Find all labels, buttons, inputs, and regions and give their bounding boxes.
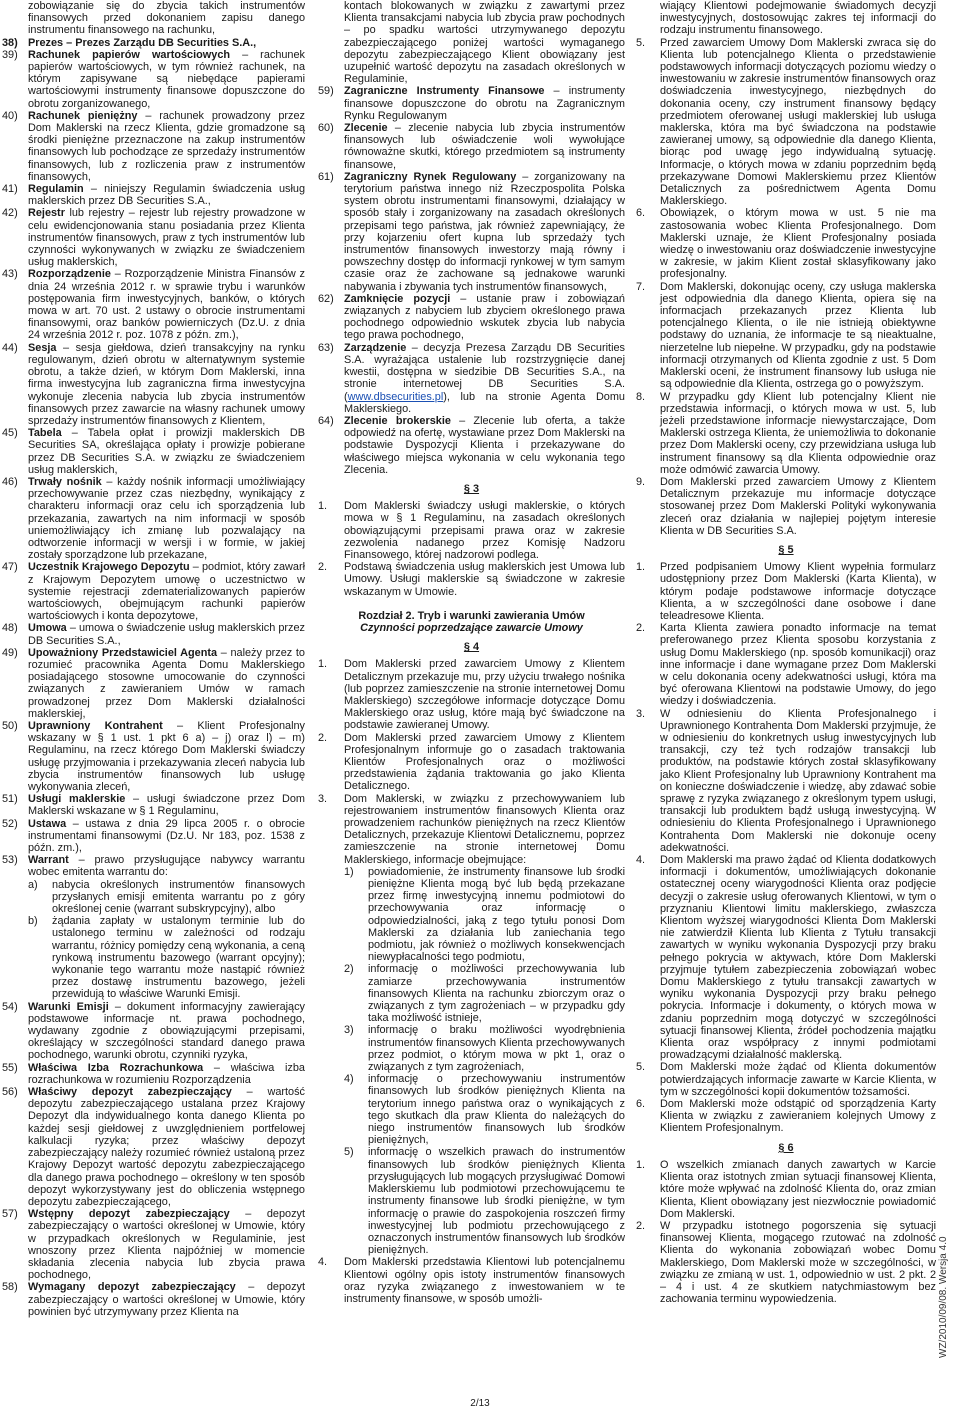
list-item <box>636 207 936 280</box>
list-item <box>636 476 936 537</box>
item-number: 1. <box>636 1158 646 1171</box>
item-number: 47) <box>2 561 18 574</box>
item-number: 5) <box>344 1146 354 1159</box>
sub-item <box>344 866 625 964</box>
defined-term: Warrant <box>28 854 69 867</box>
item-number: 3. <box>636 707 646 720</box>
item-number: 2. <box>636 622 646 635</box>
item-text <box>660 1159 936 1220</box>
item-body: – zlecenie nabycia lub zbycia instrumentów finansowych lub oświadczenie woli wywołujące równoważne skutki, którego przedmiotem są instrumenty finansowe, <box>344 122 625 171</box>
item-body: – niniejszy Regulamin świadczenia usług maklerskich przez DB Securities S.A., <box>28 183 305 208</box>
continuation-text: kontach blokowanych w związku z zawartymi przez Klienta transakcjami nabycia lub zbycia praw pochodnych – po spadku wartości utrzymywanego depozytu zabezpieczającego poniżej wartości wymaganego depozytu zabezpieczającego Klient obowiązany jest uzupełnić wartość depozytu na zasadach określonych w Regulaminie, <box>344 0 625 86</box>
sub-item <box>344 1024 625 1073</box>
continuation-text: wiający Klientowi podejmowanie świadomych decyzji inwestycyjnych, dostosowując zakres tej informacji do rodzaju instrumentu finansowego. <box>660 0 936 37</box>
item-text <box>28 1208 305 1281</box>
list-item <box>636 281 936 391</box>
list-item <box>636 1061 936 1098</box>
defined-term: Wymagany depozyt zabezpieczający <box>28 1281 236 1294</box>
item-text <box>344 171 625 293</box>
item-text <box>344 293 625 342</box>
item-text <box>660 708 936 854</box>
defined-term: Właściwa Izba Rozrachunkowa <box>28 1061 204 1074</box>
item-body: – wartość depozytu zabezpieczającego ustalana przez Krajowy Depozyt dla indywidualnego konta danego Klienta po każdej sesji giełdowej z uwzględnieniem portfelowej kalkulacji ryzyka; przez właściwy depozyt zabezpieczający należy rozumieć również ustaloną przez Krajowy Depozyt wartość depozytu zabezpieczającego dla danego prawa pochodnego – określony w ten sposób depozyt wykorzystywany jest do obliczenia wstępnego depozytu zabezpieczającego, <box>28 1086 305 1208</box>
website-link[interactable]: www.dbsecurities.pl <box>347 390 444 403</box>
item-body: Dom Maklerski, w związku z przechowywaniem lub rejestrowaniem instrumentów finansowych Klienta oraz prowadzeniem rachunków pieniężnych na rzecz Klientów Detalicznych, przekazuje Klientowi Detalicznemu, poprzez zamieszczenie na stronie internetowej Domu Maklerskiego, informacje obejmujące: <box>344 792 625 866</box>
defined-term: Regulamin <box>28 183 84 196</box>
item-number: 1. <box>636 561 646 574</box>
item-body: Dom Maklerski, dokonując oceny, czy usługa maklerska jest odpowiednia dla danego Klienta, opiera się na informacjach przekazanych przez Klienta lub potencjalnego Klienta, o ile nie istnieją obiektywne podstawy do uznania, że informacje te są nieaktualne, nierzetelne lub niepełne. W przypadku, gdy na podstawie informacji otrzymanych od Klienta zgodnie z ust. 5 Dom Maklerski oceni, że instrument finansowy lub usługa nie są odpowiednie dla Klienta, ostrzega go o powyższym. <box>660 280 936 391</box>
list-item <box>318 500 625 561</box>
item-number: 54) <box>2 1000 18 1013</box>
list-item <box>2 1086 305 1208</box>
definitions-list-3 <box>318 85 625 476</box>
item-number: 5. <box>636 1061 646 1074</box>
item-number: 4. <box>318 1256 328 1269</box>
definitions-list-1 <box>2 37 305 879</box>
item-number: 59) <box>318 85 334 98</box>
item-body: Karta Klienta zawiera ponadto informacje na temat preferowanego przez Klienta sposobu korzystania z usług Domu Maklerskiego (np. sposób komunikacji) oraz inne informacje i dane wymagane przez Dom Maklerski w celu dokonania oceny adekwatności usługi, która ma być oferowana Klientowi na podstawie Umowy, do jego wiedzy i doświadczenia. <box>660 622 936 708</box>
item-text <box>344 85 625 122</box>
column-3 <box>636 0 936 1305</box>
item-number: 4) <box>344 1073 354 1086</box>
item-number: 60) <box>318 122 334 135</box>
item-text <box>344 1256 625 1305</box>
item-number: 48) <box>2 622 18 635</box>
item-body: W odniesieniu do Klienta Profesjonalnego i Uprawnionego Kontrahenta Dom Maklerski przyjmuje, że w odniesieniu do konkretnych usług inwestycyjnych lub transakcji, czy też tych rodzajów transakcji lub produktów, na podstawie których został sklasyfikowany jako Klient Profesjonalny lub Uprawniony Kontrahent ma on konieczne doświadczenie i wiedzę, aby zdawać sobie sprawę z ryzyka związanego z określonym typem usługi, transakcji lub produktem bądź usługą inwestycyjną. W odniesieniu do Klienta Profesjonalnego i Uprawnionego Kontrahenta Dom Maklerski nie dokonuje oceny adekwatności. <box>660 707 936 854</box>
section-heading-6: § 6 <box>778 1141 794 1154</box>
defined-term: Rachunek pieniężny <box>28 109 138 122</box>
item-text <box>368 1146 625 1256</box>
list-item <box>318 658 625 731</box>
list-item <box>2 110 305 183</box>
item-text <box>28 37 305 49</box>
item-number: 44) <box>2 341 18 354</box>
item-number: 9. <box>636 475 646 488</box>
item-number: 4. <box>636 854 646 867</box>
list-item <box>2 183 305 207</box>
defined-term: Uczestnik Krajowego Depozytu <box>28 561 190 574</box>
list-item <box>2 342 305 427</box>
item-number: 46) <box>2 475 18 488</box>
item-number: 49) <box>2 646 18 659</box>
defined-term: Prezes <box>28 36 64 49</box>
section-4-sublist <box>318 866 625 1257</box>
defined-term: Upoważniony Przedstawiciel Agenta <box>28 646 218 659</box>
item-number: 1. <box>318 500 328 513</box>
item-text <box>28 183 305 207</box>
list-item <box>636 1220 936 1305</box>
item-text <box>52 915 305 1000</box>
item-text <box>660 1061 936 1098</box>
list-item <box>318 293 625 342</box>
item-text <box>368 866 625 964</box>
item-body-after: ), lub na stronie Agenta Domu Maklerskiego. <box>344 390 625 415</box>
defined-term: Zarządzenie <box>344 341 407 354</box>
item-body: informację o możliwości przechowywania lub zamiarze przechowywania instrumentów finansowych Klienta na rachunku zbiorczym oraz o związanych z tym zagrożeniach – w przypadku gdy taka możliwość istnieje, <box>368 963 625 1025</box>
item-number: 63) <box>318 341 334 354</box>
item-text <box>344 793 625 866</box>
column-2 <box>318 0 625 1305</box>
item-text <box>344 122 625 171</box>
defined-term: Uprawniony Kontrahent <box>28 719 163 732</box>
defined-term: Warunki Emisji <box>28 1000 109 1013</box>
defined-term: Wstępny depozyt zabezpieczający <box>28 1208 230 1221</box>
defined-term: Właściwy depozyt zabezpieczający <box>28 1086 232 1099</box>
item-text <box>344 561 625 598</box>
item-text <box>660 37 936 208</box>
sub-item <box>28 915 305 1000</box>
continuation-text: zobowiązanie się do zbycia takich instrumentów finansowych przed dokonaniem zapisu danego instrumentu finansowego na rachunku, <box>28 0 305 37</box>
defined-term: Usługi maklerskie <box>28 793 126 806</box>
warrant-sublist <box>2 879 305 1001</box>
item-body: – ustanie praw i zobowiązań związanych z nabyciem lub zbyciem określonego prawa pochodnego odpowiednio wskutek zbycia lub nabycia tego prawa pochodnego, <box>344 292 625 342</box>
item-body: Dom Maklerski przed zawarciem Umowy z Klientem Profesjonalnym informuje go o zasadach traktowania Klientów Profesjonalnych oraz o możliwości przedstawienia żądania traktowania go jako Klienta Detalicznego. <box>344 731 625 793</box>
defined-term: Zagraniczny Rynek Regulowany <box>344 170 517 183</box>
item-text <box>28 1062 305 1086</box>
item-body: Obowiązek, o którym mowa w ust. 5 nie ma zastosowania wobec Klienta Profesjonalnego. Dom Maklerski uznaje, że Klient Profesjonalny posiada wiedzę o inwestowaniu oraz doświadczenie inwestycyjne w zakresie, w jakim Klient został sklasyfikowany jako profesjonalny. <box>660 207 936 281</box>
defined-term: Umowa <box>28 622 67 635</box>
item-text <box>660 561 936 622</box>
item-body: – prawo przysługujące nabywcy warrantu wobec emitenta warrantu do: <box>28 854 305 879</box>
item-number: 52) <box>2 817 18 830</box>
item-number: 7. <box>636 280 646 293</box>
list-item <box>636 1159 936 1220</box>
item-number: 3. <box>318 792 328 805</box>
item-number: 64) <box>318 414 334 427</box>
item-body: Dom Maklerski ma prawo żądać od Klienta dodatkowych informacji i dokumentów, umożliwiających dokonanie ostatecznej oceny wiarygodności Klienta oraz podjęcie decyzji o zakresie usług oferowanych Klientowi, w tym o przyznaniu Klientowi limitu maklerskiego, zwłaszcza Klientom wyższej wiarygodności Klienta Dom Maklerski nie zatwierdził Klienta lub Klienta z Tytułu transakcji zawartych w wyniku wykonania Dyspozycji przy braku pełnego pokrycia w aktywach, które Dom Maklerski przyjmuje tytułem zabezpieczenia zobowiązań wobec Domu Maklerskiego z tytułu transakcji zawartych w wyniku wykonania Dyspozycji przy braku pełnego pokrycia. Informacje i dokumenty, o których mowa w zdaniu poprzednim mogą dotyczyć w szczególności sytuacji finansowej Klienta, źródeł pochodzenia majątku Klienta oraz współpracy z innymi podmiotami prowadzącymi działalność maklerską. <box>660 854 936 1062</box>
item-text <box>28 793 305 817</box>
item-number: b) <box>28 915 38 928</box>
item-body: Dom Maklerski może odstąpić od sporządzenia Karty Klienta w związku z zawieraniem kolejnych Umowy z Klientem Profesjonalnym. <box>660 1098 936 1135</box>
list-item <box>2 427 305 476</box>
item-body: – umowa o świadczenie usług maklerskich przez DB Securities S.A., <box>28 622 305 647</box>
item-body: – instrumenty finansowe dopuszczone do obrotu na Zagranicznym Rynku Regulowanym <box>344 85 625 122</box>
item-number: 50) <box>2 719 18 732</box>
item-body: Dom Maklerski może żądać od Klienta dokumentów potwierdzających informacje zawarte w Karcie Klienta, w tym w szczególności kopii dokumentów tożsamości. <box>660 1061 936 1098</box>
item-text <box>28 110 305 183</box>
list-item <box>2 476 305 561</box>
item-text <box>28 427 305 476</box>
item-body: Przed zawarciem Umowy Dom Maklerski zwraca się do Klienta lub potencjalnego Klienta o przedstawienie podstawowych informacji dotyczących poziomu wiedzy o inwestowaniu w zakresie instrumentów finansowych oraz doświadczenia inwestycyjnego, niezbędnych do dokonania oceny, czy instrument finansowy będący przedmiotem oferowanej usługi maklerskiej lub usługa maklerska, która ma być świadczona na podstawie zawieranej umowy, są odpowiednie dla danego Klienta, biorąc pod uwagę jego indywidualną sytuację. Informacje, o których mowa w zdaniu poprzednim będą przekazywane Domowi Maklerskiemu przez Klientów Detalicznych za pośrednictwem Agenta Domu Maklerskiego. <box>660 36 936 208</box>
section-5-list <box>636 561 936 1135</box>
item-text <box>52 879 305 916</box>
section-4-item-4 <box>318 1256 625 1305</box>
list-item <box>318 122 625 171</box>
item-text <box>660 391 936 476</box>
item-text <box>660 207 936 280</box>
defined-term: Rejestr <box>28 207 65 220</box>
item-body: Dom Maklerski przedstawia Klientowi lub potencjalnemu Klientowi ogólny opis istoty instrumentów finansowych oraz ryzyka związanego z inwestowaniem w te instrumenty finansowe, w sposób umożli- <box>344 1256 625 1305</box>
item-text <box>368 963 625 1024</box>
item-number: 61) <box>318 170 334 183</box>
defined-term: Rozporządzenie <box>28 268 111 281</box>
item-body: O wszelkich zmianach danych zawartych w Karcie Klienta oraz istotnych zmian sytuacji finansowej Klienta, które może wpływać na zdolność Klienta do, oraz zmian Klienta, Klient obowiązany jest niezwłocznie powiadomić Dom Maklerski. <box>660 1158 936 1220</box>
item-text <box>28 207 305 268</box>
sub-item <box>28 879 305 916</box>
page-number: 2/13 <box>470 1398 490 1409</box>
section-3-list <box>318 500 625 598</box>
list-item <box>2 854 305 878</box>
list-item <box>636 622 936 707</box>
item-text <box>660 622 936 707</box>
item-number: 53) <box>2 854 18 867</box>
defined-term: Zamknięcie pozycji <box>344 292 451 305</box>
item-number: 2. <box>318 731 328 744</box>
item-body: lub rejestry – rejestr lub rejestry prowadzone w celu ewidencjonowania stanu posiadania przez Klienta instrumentów finansowych, praw z tych instrumentów lub czynności wykonywanych w związku ze świadczeniem usług maklerskich, <box>28 207 305 269</box>
sub-item <box>344 1073 625 1146</box>
item-number: 1. <box>318 658 328 671</box>
list-item <box>636 708 936 854</box>
item-text <box>28 1281 305 1318</box>
list-item <box>2 1208 305 1281</box>
item-number: 2) <box>344 963 354 976</box>
item-text <box>28 622 305 646</box>
item-body: Dom Maklerski świadczy usługi maklerskie, o których mowa w § 1 Regulaminu, na zasadach określonych obowiązującymi przepisami prawa oraz w zakresie zezwolenia nadanego przez Komisję Nadzoru Finansowego, której nadzorowi podlega. <box>344 500 625 561</box>
item-number: 45) <box>2 427 18 440</box>
section-4-list <box>318 658 625 865</box>
item-body: W przypadku istotnego pogorszenia się sytuacji finansowej Klienta, mogącego rzutować na zdolność Klienta do wykonania zobowiązań wobec Domu Maklerskiego, Dom Maklerski może w szczególności, w związku ze zmianą w ust. 1, odpowiednio w ust. 2 pkt. 2 – 4 i ust. 4 ze skutkiem natychmiastowym bez zachowania terminu wypowiedzenia. <box>660 1219 936 1306</box>
sub-item <box>344 963 625 1024</box>
item-body: – rachunek papierów wartościowych, w tym również rachunek, na którym zapisywane są niebędące papierami wartościowymi instrumenty finansowe dopuszczone do obrotu zorganizowanego, <box>28 48 305 110</box>
item-number: 43) <box>2 268 18 281</box>
list-item <box>2 207 305 268</box>
item-body: – należy przez to rozumieć pracownika Agenta Domu Maklerskiego posiadającego stosowne umocowanie do czynności związanych z zawieraniem Umów w ramach prowadzonej przez Dom Maklerski działalności maklerskiej, <box>28 646 305 720</box>
item-number: 56) <box>2 1086 18 1099</box>
item-number: 51) <box>2 793 18 806</box>
item-number: 1) <box>344 865 354 878</box>
item-text <box>368 1024 625 1073</box>
item-text <box>28 720 305 793</box>
item-body: – dokument informacyjny zawierający podstawowe informacje nt. prawa pochodnego, wydawany zgodnie z obowiązującymi przepisami, określający w szczególności standard danego prawa pochodnego, warunki obrotu, czynniki ryzyka, <box>28 1000 305 1062</box>
list-item <box>2 49 305 110</box>
defined-term: Zlecenie brokerskie <box>344 414 451 427</box>
item-body: – Rozporządzenie Ministra Finansów z dnia 24 września 2012 r. w sprawie trybu i warunków postępowania firm inwestycyjnych, banków, o których mowa w art. 70 ust. 2 ustawy o obrocie instrumentami finansowymi, oraz banków powierniczych (Dz.U. z dnia 24 września 2012 r. poz. 1078 z późn. zm.), <box>28 268 305 342</box>
item-number: 6. <box>636 207 646 220</box>
list-item <box>2 720 305 793</box>
defined-term: Zlecenie <box>344 122 388 135</box>
item-number: 42) <box>2 207 18 220</box>
section-6-list <box>636 1159 936 1305</box>
list-item <box>318 561 625 598</box>
item-number: 57) <box>2 1208 18 1221</box>
defined-term: Trwały nośnik <box>28 475 102 488</box>
item-text <box>344 342 625 415</box>
version-label: WZ/2010/09/08. Wersja 4.0 <box>938 1236 949 1358</box>
list-item <box>2 818 305 855</box>
item-number: 55) <box>2 1061 18 1074</box>
item-number: a) <box>28 878 38 891</box>
item-number: 2. <box>636 1219 646 1232</box>
item-number: 3) <box>344 1024 354 1037</box>
item-body: powiadomienie, że instrumenty finansowe lub środki pieniężne Klienta mogą być lub będą przekazane przez firmę inwestycyjną innemu podmiotowi do przechowywania oraz informację o odpowiedzialności, jaką z tego tytułu ponosi Dom Maklerski za działania lub zaniechania tego podmiotu, jak również o możliwych konsekwencjach niewypłacalności tego podmiotu, <box>368 865 625 964</box>
list-item <box>636 1098 936 1135</box>
item-body: Przed podpisaniem Umowy Klient wypełnia formularz udostępniony przez Dom Maklerski (Karta Klienta), w którym podaje podstawowe informacje dotyczące Klienta, a w szczególności dane osobowe i dane teleadresowe Klienta. <box>660 561 936 622</box>
item-text <box>344 732 625 793</box>
column-1 <box>2 0 305 1318</box>
item-number: 39) <box>2 48 18 61</box>
item-body: – Prezes Zarządu DB Securities S.A., <box>63 36 257 49</box>
item-body: W przypadku gdy Klient lub potencjalny Klient nie przedstawia informacji, o których mowa w ust. 5, lub jeżeli przedstawione informacje niewystarczające, Dom Maklerski ostrzega Klienta, że uniemożliwia to dokonanie przez Dom Maklerski oceny, czy przewidziana usługa lub instrument finansowy są dla Klienta odpowiednie oraz może odmówić zawarcia Umowy. <box>660 390 936 476</box>
item-text <box>28 818 305 855</box>
item-number: 40) <box>2 109 18 122</box>
list-item <box>318 415 625 476</box>
item-text <box>28 1001 305 1062</box>
item-text <box>28 854 305 878</box>
item-number: 38) <box>2 36 18 49</box>
item-number: 5. <box>636 36 646 49</box>
item-body: – decyzja Prezesa Zarządu DB Securities S.A. wyrażająca ustalenie lub rozstrzygnięcie danej kwestii, dostępna w siedzibie DB Securities S.A., na stronie internetowej DB Securities S.A. ( <box>344 341 625 403</box>
defined-term: Rachunek papierów wartościowych <box>28 48 231 61</box>
item-text <box>28 647 305 720</box>
item-body: informację o braku możliwości wyodrębnienia instrumentów finansowych Klienta przechowywanych przez podmiot, o którym mowa w pkt 1, oraz o związanych z tym zagrożeniach, <box>368 1024 625 1074</box>
defined-term: Ustawa <box>28 817 67 830</box>
item-number: 2. <box>318 561 328 574</box>
item-number: 62) <box>318 292 334 305</box>
item-text <box>28 561 305 622</box>
item-body: – sesja giełdowa, dzień transakcyjny na rynku regulowanym, dzień obrotu w alternatywnym systemie obrotu, a także dzień, w którym Dom Maklerski, inna firma inwestycyjna lub zagraniczna firma inwestycyjna wykonuje zlecenia nabycia lub zbycia instrumentów finansowych przez zawarcie na własny rachunek umowy sprzedaży instrumentów finansowych z Klientem, <box>28 341 305 427</box>
list-item <box>2 793 305 817</box>
sub-item <box>344 1146 625 1256</box>
defined-term: Tabela <box>28 427 62 440</box>
list-item <box>2 1062 305 1086</box>
list-item <box>318 171 625 293</box>
item-body: informację o wszelkich prawach do instrumentów finansowych lub środków pieniężnych Klienta przysługujących lub mogących przysługiwać Domowi Maklerskiemu lub podmiotowi przechowującemu te instrumenty finansowe lub środki pieniężne, w tym informację o prawie do zaspokojenia roszczeń firmy inwestycyjnej lub podmiotu przechowującego z oznaczonych instrumentów finansowych lub środków pieniężnych. <box>368 1146 625 1257</box>
list-item <box>318 732 625 793</box>
item-body: Dom Maklerski przed zawarciem Umowy z Klientem Detalicznym przekazuje mu informacje dotyczące stosowanej przez Dom Maklerski Polityki wykonywania zleceń oraz działania w najlepiej pojętym interesie Klienta w DB Securities S.A. <box>660 475 936 537</box>
item-text <box>344 658 625 731</box>
item-text <box>28 268 305 341</box>
item-body: – podmiot, który zawarł z Krajowym Depozytem umowę o uczestnictwo w systemie rejestracji zdematerializowanych papierów wartościowych, obejmującym rachunki papierów wartościowych i konta depozytowe, <box>28 561 305 623</box>
definitions-list-2 <box>2 1001 305 1318</box>
list-item <box>636 37 936 208</box>
section-heading-3: § 3 <box>463 482 480 495</box>
list-item <box>2 1281 305 1318</box>
list-item <box>636 561 936 622</box>
item-body: nabycia określonych instrumentów finansowych przysłanych emisji emitenta warrantu po z góry określonej cenie (warrant subskrypcyjny), albo <box>52 878 305 916</box>
section-heading-4: § 4 <box>463 641 480 654</box>
list-item <box>318 793 625 866</box>
list-item <box>318 85 625 122</box>
item-number: 6. <box>636 1098 646 1111</box>
item-body: – depozyt zabezpieczający o wartości określonej w Umowie, który powinien być utrzymywany przez Klienta na <box>28 1281 305 1318</box>
item-text <box>344 415 625 476</box>
item-text <box>344 500 625 561</box>
item-body: – Zlecenie lub oferta, a także odpowiedź na ofertę, wystawiane przez Dom Maklerski na podstawie Dyspozycji Klienta i przekazywane do właściwego miejsca wykonania w celu wykonania tego Zlecenia. <box>344 414 625 476</box>
item-body: – zorganizowany na terytorium państwa innego niż Rzeczpospolita Polska system obrotu instrumentami finansowymi, działający w sposób stały i zorganizowany na zasadach określonych przepisami tego państwa, jak również zapewniający, że przy kojarzeniu ofert kupna lub sprzedaży tych instrumentów finansowych inwestorzy mają równy i powszechny dostęp do informacji rynkowej w tym samym czasie oraz że zachowane są jednakowe warunki nabywania i zbywania tych instrumentów finansowych, <box>344 170 625 293</box>
list-item <box>2 1001 305 1062</box>
item-number: 8. <box>636 390 646 403</box>
item-text <box>28 49 305 110</box>
item-number: 41) <box>2 183 18 196</box>
item-text <box>368 1073 625 1146</box>
list-item <box>318 1256 625 1305</box>
section-heading-5: § 5 <box>778 543 794 556</box>
item-body: – ustawa z dnia 29 lipca 2005 r. o obrocie instrumentami finansowymi (Dz.U. Nr 183, poz. 1538 z późn. zm.), <box>28 817 305 855</box>
item-text <box>28 476 305 561</box>
list-item <box>2 37 305 49</box>
item-body: – Klient Profesjonalny wskazany w § 1 ust. 1 pkt 6 a) – j) oraz l) – m) Regulaminu, na rzecz którego Dom Maklerski świadczy usługę przyjmowania i przekazywania zleceń nabycia lub zbycia instrumentów finansowych lub usługę wykonywania zleceń, <box>28 719 305 793</box>
chapter-title: Rozdział 2. Tryb i warunki zawierania Umów <box>358 609 585 622</box>
chapter-subtitle: Czynności poprzedzające zawarcie Umowy <box>360 621 583 634</box>
list-item <box>2 561 305 622</box>
item-body: – usługi świadczone przez Dom Maklerski wskazane w § 1 Regulaminu, <box>28 793 306 818</box>
list-item <box>318 342 625 415</box>
item-text <box>28 342 305 427</box>
list-item <box>2 268 305 341</box>
item-body: – rachunek prowadzony przez Dom Maklerski na rzecz Klienta, gdzie gromadzone są środki pieniężne przeznaczone na zakup instrumentów finansowych lub pochodzące ze sprzedaży instrumentów finansowych, lub z rozliczenia praw z instrumentów finansowych, <box>28 109 305 183</box>
list-item <box>636 854 936 1061</box>
item-body: Dom Maklerski przed zawarciem Umowy z Klientem Detalicznym przekazuje mu, przy użyciu trwałego nośnika (lub poprzez zamieszczenie na stronie internetowej Domu Maklerskiego) szczegółowe informacje dotyczące Domu Maklerskiego oraz usług, które mają być świadczone na podstawie zawieranej Umowy. <box>344 658 625 732</box>
item-text <box>660 281 936 391</box>
item-body: – każdy nośnik informacji umożliwiający przechowywanie przez czas niezbędny, wynikający z charakteru informacji oraz celu ich sporządzenia lub przekazania, zawartych na nim informacji w sposób uniemożliwiający ich zmianę lub pozwalający na odtworzenie informacji w wersji i w formie, w jakiej zostały sporządzone lub przekazane, <box>28 475 305 562</box>
item-body: – właściwa izba rozrachunkowa w rozumieniu Rozporządzenia <box>28 1061 305 1086</box>
list-item <box>636 391 936 476</box>
item-body: Podstawą świadczenia usług maklerskich jest Umowa lub Umowy. Usługi maklerskie są świadczone w zakresie wskazanym w Umowie. <box>344 561 625 598</box>
section-4-list-cont <box>636 37 936 537</box>
item-number: 58) <box>2 1281 18 1294</box>
item-text <box>660 476 936 537</box>
list-item <box>2 622 305 646</box>
item-body: – Tabela opłat i prowizji maklerskich DB Securities SA, określająca opłaty i prowizje pobierane przez DB Securities S.A. w związku ze świadczeniem usług maklerskich, <box>28 427 305 476</box>
item-text <box>660 1220 936 1305</box>
item-text <box>28 1086 305 1208</box>
list-item <box>2 647 305 720</box>
defined-term: Sesja <box>28 341 57 354</box>
item-body: żądania zapłaty w ustalonym terminie lub do ustalonego terminu w zależności od rodzaju warrantu, różnicy pomiędzy ceną wykonania, a ceną rynkową instrumentu bazowego (warrant opcyjny); wykonanie tego warrantu może nastąpić również przez dostawę instrumentu bazowego, jeżeli przewidują to właściwe Warunki Emisji. <box>52 915 305 1001</box>
defined-term: Zagraniczne Instrumenty Finansowe <box>344 85 545 98</box>
item-text <box>660 1098 936 1135</box>
item-text <box>660 854 936 1061</box>
item-body: – depozyt zabezpieczający o wartości określonej w Umowie, który w przypadkach określonych w Regulaminie, jest wnoszony przez Klienta najpóźniej w momencie składania zlecenia nabycia lub zbycia prawa pochodnego, <box>28 1208 305 1282</box>
item-body: informację o przechowywaniu instrumentów finansowych lub środków pieniężnych Klienta na terytorium innego państwa oraz o wynikających z tego skutkach dla praw Klienta do należących do niego instrumentów finansowych lub środków pieniężnych, <box>368 1073 625 1147</box>
